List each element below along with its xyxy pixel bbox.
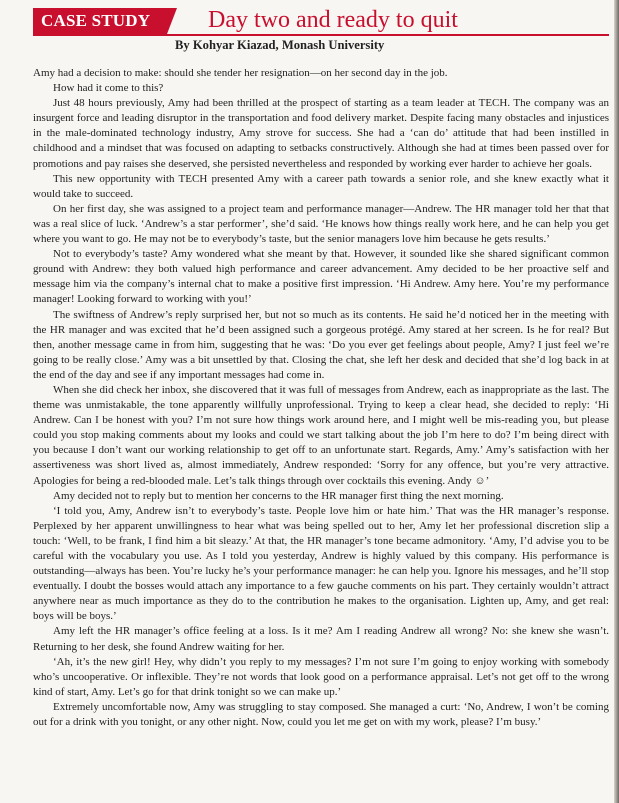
article-title: Day two and ready to quit [208,7,458,33]
badge-tip [167,8,177,34]
paragraph: Amy decided not to reply but to mention her concerns to the HR manager first thing the next morning. [53,489,504,502]
article-byline: By Kohyar Kiazad, Monash University [175,38,385,52]
paragraph: How had it come to this? [53,82,164,95]
paragraph: When she did check her inbox, she discovered that it was full of messages from Andrew, each as inappropriate as the last. The theme was unmistakable, the tone apparently willfully unprofessional. Trying to keep a clear head, she decided to reply: ‘Hi Andrew. Can I be honest with you? I’m not sure how things work around here, and I might well be mis-reading you, but please could you stop making comments about my looks and could we start talking about the job I’m here to do? I’m being direct with you because I don’t want our working relationship to get off to an unfortunate start. Regards, Amy.’ Amy’s satisfaction with her assertiveness was short lived as, almost immediately, Andrew responded: ‘Sorry for any offence, but you’re very attractive. Apologies for being a red-blooded male. Let’s talk things through over cocktails this evening. Andy ☺’ [33,383,609,487]
paragraph: The swiftness of Andrew’s reply surprised her, but not so much as its contents. He said he’d noticed her in the meeting with the HR manager and was excited that he’d been assigned such a gorgeous protégé. Amy stared at her screen. Is he for real? But then, another message came in from him, suggesting that he was: ‘Do you ever get feelings about people, Amy? I just feel we’re going to be really close.’ Amy was a bit unsettled by that. Closing the chat, she left her desk and decided that she’d log back in at the end of the day and see if any important messages had come in. [33,308,609,381]
paragraph: Amy left the HR manager’s office feeling at a loss. Is it me? Am I reading Andrew all wrong? No: she knew she wasn’t. Returning to her desk, she found Andrew waiting for her. [33,625,609,653]
paragraph: Just 48 hours previously, Amy had been thrilled at the prospect of starting as a team leader at TECH. The company was an insurgent force and leading disruptor in the transportation and food delivery market. Despite facing many obstacles and injustices in the male-dominated technology industry, Amy strove for success. She had a ‘can do’ attitude that had been instilled in childhood and a mindset that was focused on adapting to setbacks constructively. Although she had at times been passed over for promotions and pay raises she deserved, she persisted nevertheless and responded by working ever harder to achieve her goals. [33,97,609,170]
paragraph: ‘Ah, it’s the new girl! Hey, why didn’t you reply to my messages? I’m not sure I’m going to enjoy working with somebody who’s uncooperative. Or inflexible. They’re not words that look good on a performance appraisal. Let’s not get off to the wrong kind of start, Amy. Let’s go for that drink tonight so we can make up.’ [33,655,609,698]
paragraph: This new opportunity with TECH presented Amy with a career path towards a senior role, and she knew exactly what it would take to succeed. [33,172,609,200]
case-study-badge: CASE STUDY [33,8,167,34]
paragraph: ‘I told you, Amy, Andrew isn’t to everybody’s taste. People love him or hate him.’ That was the HR manager’s response. Perplexed by her apparent unwillingness to hear what was being spelled out to her, Amy let her professional discretion slip a touch: ‘Well, to be frank, I find him a bit sleazy.’ At that, the HR manager’s tone became admonitory. ‘Amy, I’d advise you to be careful with the vocabulary you use. As I told you yesterday, Andrew is highly valued by this company. His performance is outstanding—always has been. You’re lucky he’s your performance manager: he can help you. Ignore his messages, and he’ll stop eventually. I doubt the bosses would attach any importance to a few gauche comments on his part. They certainly wouldn’t attract anywhere near as much importance as they do to the contribution he makes to the organisation. Lighten up, Amy, and get real: boys will be boys.’ [33,504,609,623]
paragraph: Not to everybody’s taste? Amy wondered what she meant by that. However, it sounded like she shared significant common ground with Andrew: they both valued high performance and career advancement. Amy decided to be her proactive self and message him via the company’s internal chat to make a positive first impression. ‘Hi Andrew. Amy here. You’re my performance manager! Looking forward to working with you!’ [33,248,609,306]
paragraph: On her first day, she was assigned to a project team and performance manager—Andrew. The HR manager told her that that was a real slice of luck. ‘Andrew’s a star performer’, she’d said. ‘He knows how things really work here, and he can help you get where you want to go. He may not be to everybody’s taste, but the senior managers love him because he gets results.’ [33,202,609,246]
case-study-header [33,8,609,36]
paragraph: Extremely uncomfortable now, Amy was struggling to stay composed. She managed a curt: ‘No, Andrew, I won’t be coming out for a drink with you tonight, or any other night. Now, could you let me get on with my work, please? I’m busy.’ [33,700,609,729]
article-body [33,66,609,730]
page-edge-shadow [614,0,619,803]
paragraph: Amy had a decision to make: should she tender her resignation—on her second day in the job. [33,67,448,79]
